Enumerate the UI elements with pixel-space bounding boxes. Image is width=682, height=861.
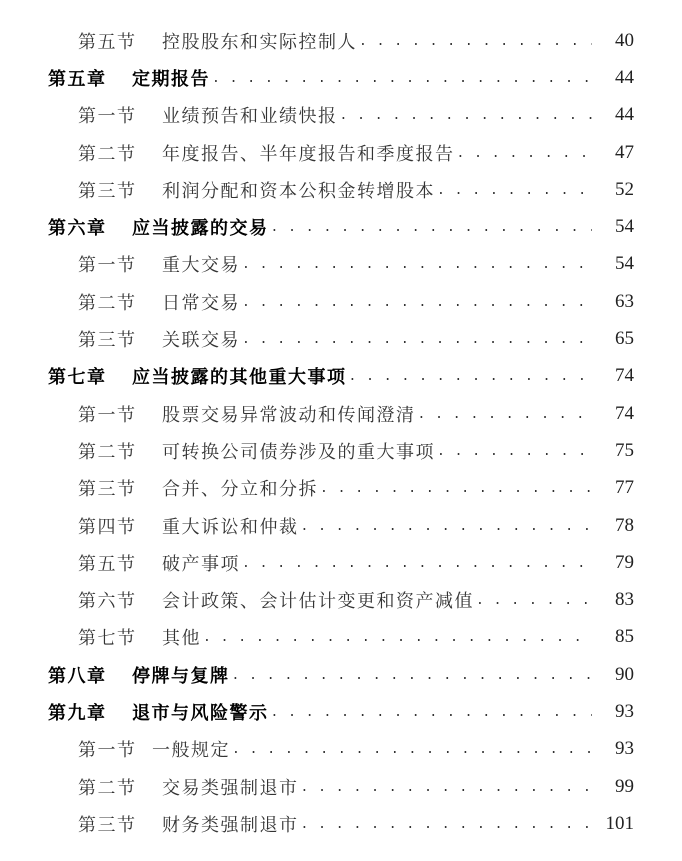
page-number: 78 (615, 514, 634, 536)
page-number: 54 (615, 216, 634, 238)
dot-leader (320, 481, 592, 499)
toc-chapter[interactable] (0, 656, 682, 693)
page-number: 54 (615, 253, 634, 275)
toc-entry[interactable] (0, 470, 682, 507)
toc-entry[interactable] (0, 768, 682, 805)
page-number: 74 (615, 402, 634, 424)
dot-leader (301, 519, 593, 537)
dot-leader (418, 407, 593, 425)
dot-leader (242, 332, 592, 350)
chapter-title: 应当披露的交易 (132, 218, 269, 240)
toc-entry[interactable] (0, 544, 682, 581)
toc-entry[interactable] (0, 395, 682, 432)
entry-title: 可转换公司债券涉及的重大事项 (162, 441, 435, 463)
chapter-number: 第五章 (48, 68, 107, 90)
toc-entry[interactable] (0, 134, 682, 171)
toc-entry[interactable] (0, 619, 682, 656)
dot-leader (242, 295, 592, 313)
entry-number: 第三节 (78, 814, 137, 836)
page-number: 63 (615, 290, 634, 312)
toc-entry[interactable] (0, 171, 682, 208)
entry-title: 控股股东和实际控制人 (162, 31, 357, 53)
entry-number: 第三节 (78, 180, 137, 202)
entry-number: 第一节 (78, 404, 137, 426)
entry-number: 第二节 (78, 292, 137, 314)
entry-title: 合并、分立和分拆 (162, 479, 318, 501)
toc-entry[interactable] (0, 97, 682, 134)
toc-entry[interactable] (0, 246, 682, 283)
toc-chapter[interactable] (0, 208, 682, 245)
chapter-number: 第六章 (48, 218, 107, 240)
page-number: 93 (615, 700, 634, 722)
entry-title: 关联交易 (162, 330, 240, 352)
page-number: 79 (615, 551, 634, 573)
chapter-number: 第九章 (48, 702, 107, 724)
entry-title: 利润分配和资本公积金转增股本 (162, 180, 435, 202)
dot-leader (203, 630, 592, 648)
page-number: 77 (615, 477, 634, 499)
entry-title: 年度报告、半年度报告和季度报告 (162, 143, 455, 165)
page-number: 75 (615, 439, 634, 461)
page-number: 74 (615, 365, 634, 387)
entry-title: 一般规定 (152, 740, 230, 762)
toc-chapter[interactable] (0, 693, 682, 730)
page-number: 85 (615, 626, 634, 648)
entry-number: 第三节 (78, 330, 137, 352)
table-of-contents (0, 22, 682, 843)
page-number: 90 (615, 663, 634, 685)
toc-entry[interactable] (0, 22, 682, 59)
dot-leader (271, 220, 593, 238)
entry-title: 其他 (162, 628, 201, 650)
toc-entry[interactable] (0, 581, 682, 618)
entry-title: 会计政策、会计估计变更和资产减值 (162, 591, 474, 613)
dot-leader (457, 146, 593, 164)
entry-number: 第五节 (78, 553, 137, 575)
page-number: 101 (605, 812, 634, 834)
entry-title: 重大诉讼和仲裁 (162, 516, 299, 538)
entry-title: 财务类强制退市 (162, 814, 299, 836)
toc-entry[interactable] (0, 805, 682, 842)
dot-leader (212, 71, 592, 89)
entry-number: 第一节 (78, 255, 137, 277)
chapter-title: 退市与风险警示 (132, 702, 269, 724)
entry-title: 交易类强制退市 (162, 777, 299, 799)
entry-title: 重大交易 (162, 255, 240, 277)
entry-number: 第二节 (78, 143, 137, 165)
entry-number: 第七节 (78, 628, 137, 650)
dot-leader (232, 742, 592, 760)
entry-number: 第三节 (78, 479, 137, 501)
dot-leader (301, 780, 593, 798)
dot-leader (437, 444, 592, 462)
entry-number: 第六节 (78, 591, 137, 613)
entry-number: 第一节 (78, 740, 137, 762)
page-number: 99 (615, 775, 634, 797)
toc-entry[interactable] (0, 432, 682, 469)
toc-entry[interactable] (0, 283, 682, 320)
page-number: 47 (615, 141, 634, 163)
toc-entry[interactable] (0, 731, 682, 768)
page-number: 83 (615, 589, 634, 611)
chapter-number: 第七章 (48, 367, 107, 389)
toc-entry[interactable] (0, 320, 682, 357)
entry-number: 第二节 (78, 441, 137, 463)
toc-entry[interactable] (0, 507, 682, 544)
dot-leader (232, 668, 593, 686)
entry-number: 第二节 (78, 777, 137, 799)
page-number: 65 (615, 328, 634, 350)
dot-leader (271, 705, 593, 723)
entry-title: 破产事项 (162, 553, 240, 575)
dot-leader (476, 593, 592, 611)
page-number: 44 (615, 104, 634, 126)
dot-leader (301, 817, 593, 835)
entry-number: 第一节 (78, 106, 137, 128)
page-number: 40 (615, 29, 634, 51)
page-number: 93 (615, 738, 634, 760)
chapter-title: 定期报告 (132, 68, 210, 90)
dot-leader (242, 556, 592, 574)
chapter-number: 第八章 (48, 665, 107, 687)
dot-leader (359, 34, 592, 52)
toc-chapter[interactable] (0, 358, 682, 395)
chapter-title: 停牌与复牌 (132, 665, 230, 687)
dot-leader (349, 369, 593, 387)
entry-title: 业绩预告和业绩快报 (162, 106, 338, 128)
entry-title: 股票交易异常波动和传闻澄清 (162, 404, 416, 426)
entry-number: 第四节 (78, 516, 137, 538)
page-number: 44 (615, 66, 634, 88)
entry-title: 日常交易 (162, 292, 240, 314)
dot-leader (242, 257, 592, 275)
toc-chapter[interactable] (0, 59, 682, 96)
page-number: 52 (615, 178, 634, 200)
dot-leader (437, 183, 592, 201)
chapter-title: 应当披露的其他重大事项 (132, 367, 347, 389)
dot-leader (340, 108, 593, 126)
entry-number: 第五节 (78, 31, 137, 53)
